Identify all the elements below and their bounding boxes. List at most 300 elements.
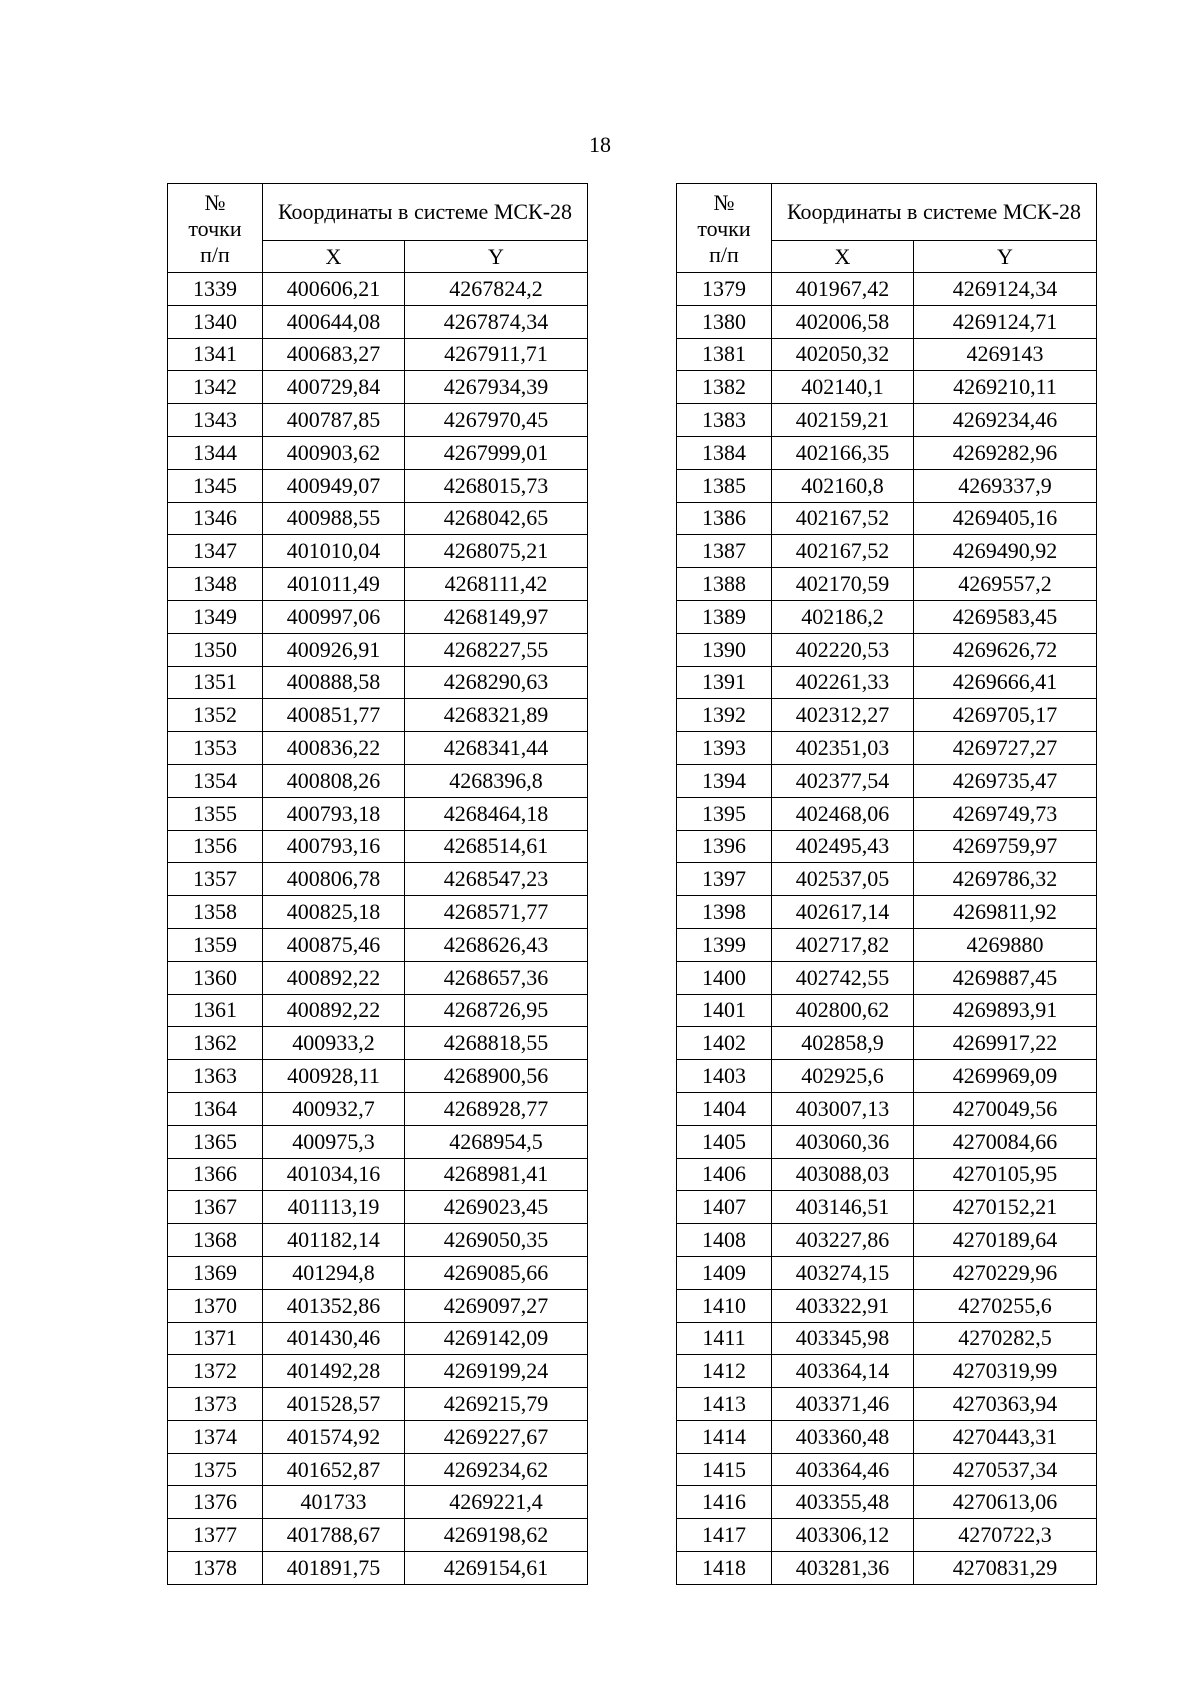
- x-coordinate-cell: 400729,84: [263, 371, 405, 404]
- x-coordinate-cell: 402537,05: [772, 863, 914, 896]
- y-coordinate-cell: 4270255,6: [914, 1289, 1097, 1322]
- table-row: [168, 961, 588, 994]
- point-number-cell: 1346: [168, 502, 263, 535]
- y-coordinate-cell: 4269142,09: [405, 1322, 588, 1355]
- table-row: [677, 1388, 1097, 1421]
- y-coordinate-cell: 4269735,47: [914, 764, 1097, 797]
- point-number-cell: 1379: [677, 273, 772, 306]
- y-coordinate-cell: 4268928,77: [405, 1092, 588, 1125]
- y-coordinate-cell: 4270443,31: [914, 1420, 1097, 1453]
- y-coordinate-cell: 4269215,79: [405, 1388, 588, 1421]
- x-coordinate-cell: 401492,28: [263, 1355, 405, 1388]
- point-number-cell: 1347: [168, 535, 263, 568]
- y-coordinate-cell: 4269557,2: [914, 568, 1097, 601]
- point-number-cell: 1391: [677, 666, 772, 699]
- table-row: [168, 666, 588, 699]
- table-row: [677, 961, 1097, 994]
- x-coordinate-cell: 403007,13: [772, 1092, 914, 1125]
- y-coordinate-cell: 4268626,43: [405, 928, 588, 961]
- table-row: [168, 1289, 588, 1322]
- x-coordinate-cell: 402186,2: [772, 600, 914, 633]
- y-coordinate-cell: 4269705,17: [914, 699, 1097, 732]
- point-number-cell: 1416: [677, 1486, 772, 1519]
- table-row: [677, 633, 1097, 666]
- point-number-cell: 1375: [168, 1453, 263, 1486]
- y-coordinate-cell: 4269337,9: [914, 469, 1097, 502]
- point-number-cell: 1373: [168, 1388, 263, 1421]
- x-coordinate-cell: 403371,46: [772, 1388, 914, 1421]
- point-number-cell: 1365: [168, 1125, 263, 1158]
- x-coordinate-cell: 401967,42: [772, 273, 914, 306]
- y-coordinate-cell: 4267970,45: [405, 404, 588, 437]
- point-number-cell: 1380: [677, 305, 772, 338]
- point-number-cell: 1371: [168, 1322, 263, 1355]
- table-row: [677, 1256, 1097, 1289]
- point-number-cell: 1386: [677, 502, 772, 535]
- point-number-cell: 1385: [677, 469, 772, 502]
- table-row: [168, 994, 588, 1027]
- table-row: [677, 371, 1097, 404]
- table-row: [168, 469, 588, 502]
- x-coordinate-cell: 402140,1: [772, 371, 914, 404]
- table-row: [168, 371, 588, 404]
- x-coordinate-cell: 400787,85: [263, 404, 405, 437]
- y-coordinate-cell: 4269050,35: [405, 1224, 588, 1257]
- x-coordinate-cell: 400851,77: [263, 699, 405, 732]
- x-coordinate-cell: 402351,03: [772, 732, 914, 765]
- table-row: [677, 1191, 1097, 1224]
- table-body: [677, 273, 1097, 1585]
- table-row: [677, 1027, 1097, 1060]
- y-coordinate-cell: 4268341,44: [405, 732, 588, 765]
- x-coordinate-cell: 401294,8: [263, 1256, 405, 1289]
- table-row: [168, 830, 588, 863]
- x-column-header: X: [263, 241, 405, 273]
- point-number-cell: 1340: [168, 305, 263, 338]
- x-coordinate-cell: 401891,75: [263, 1552, 405, 1585]
- y-coordinate-cell: 4270049,56: [914, 1092, 1097, 1125]
- table-row: [168, 1027, 588, 1060]
- x-coordinate-cell: 402006,58: [772, 305, 914, 338]
- y-coordinate-cell: 4269969,09: [914, 1060, 1097, 1093]
- x-coordinate-cell: 400949,07: [263, 469, 405, 502]
- point-number-cell: 1413: [677, 1388, 772, 1421]
- point-number-cell: 1374: [168, 1420, 263, 1453]
- x-coordinate-cell: 401034,16: [263, 1158, 405, 1191]
- y-coordinate-cell: 4268149,97: [405, 600, 588, 633]
- point-number-cell: 1341: [168, 338, 263, 371]
- x-coordinate-cell: 402167,52: [772, 535, 914, 568]
- y-coordinate-cell: 4269893,91: [914, 994, 1097, 1027]
- point-number-cell: 1377: [168, 1519, 263, 1552]
- y-coordinate-cell: 4268657,36: [405, 961, 588, 994]
- point-number-cell: 1348: [168, 568, 263, 601]
- x-coordinate-cell: 403088,03: [772, 1158, 914, 1191]
- x-coordinate-cell: 401652,87: [263, 1453, 405, 1486]
- x-coordinate-cell: 402159,21: [772, 404, 914, 437]
- table-row: [168, 1355, 588, 1388]
- table-row: [168, 1256, 588, 1289]
- point-number-cell: 1349: [168, 600, 263, 633]
- table-row: [677, 732, 1097, 765]
- x-coordinate-cell: 401430,46: [263, 1322, 405, 1355]
- table-row: [677, 273, 1097, 306]
- x-coordinate-cell: 400892,22: [263, 961, 405, 994]
- point-number-cell: 1407: [677, 1191, 772, 1224]
- y-coordinate-cell: 4270084,66: [914, 1125, 1097, 1158]
- table-row: [677, 797, 1097, 830]
- table-row: [168, 436, 588, 469]
- table-row: [168, 404, 588, 437]
- point-number-cell: 1356: [168, 830, 263, 863]
- y-coordinate-cell: 4267824,2: [405, 273, 588, 306]
- x-column-header: X: [772, 241, 914, 273]
- table-row: [168, 863, 588, 896]
- y-column-header: Y: [405, 241, 588, 273]
- table-row: [677, 830, 1097, 863]
- table-row: [677, 1092, 1097, 1125]
- point-number-cell: 1389: [677, 600, 772, 633]
- point-number-cell: 1384: [677, 436, 772, 469]
- x-coordinate-cell: 402160,8: [772, 469, 914, 502]
- y-coordinate-cell: 4269210,11: [914, 371, 1097, 404]
- x-coordinate-cell: 400926,91: [263, 633, 405, 666]
- y-coordinate-cell: 4269749,73: [914, 797, 1097, 830]
- x-coordinate-cell: 402220,53: [772, 633, 914, 666]
- y-coordinate-cell: 4269759,97: [914, 830, 1097, 863]
- y-coordinate-cell: 4268321,89: [405, 699, 588, 732]
- table-row: [677, 1453, 1097, 1486]
- table-row: [677, 535, 1097, 568]
- x-coordinate-cell: 400793,16: [263, 830, 405, 863]
- x-coordinate-cell: 401788,67: [263, 1519, 405, 1552]
- table-row: [168, 1388, 588, 1421]
- x-coordinate-cell: 402377,54: [772, 764, 914, 797]
- y-coordinate-cell: 4269023,45: [405, 1191, 588, 1224]
- point-number-cell: 1387: [677, 535, 772, 568]
- x-coordinate-cell: 401528,57: [263, 1388, 405, 1421]
- table-row: [677, 469, 1097, 502]
- x-coordinate-cell: 400825,18: [263, 896, 405, 929]
- y-coordinate-cell: 4267874,34: [405, 305, 588, 338]
- table-row: [677, 863, 1097, 896]
- x-coordinate-cell: 402170,59: [772, 568, 914, 601]
- y-coordinate-cell: 4269811,92: [914, 896, 1097, 929]
- table-row: [677, 928, 1097, 961]
- point-number-cell: 1402: [677, 1027, 772, 1060]
- y-coordinate-cell: 4269199,24: [405, 1355, 588, 1388]
- y-coordinate-cell: 4270831,29: [914, 1552, 1097, 1585]
- x-coordinate-cell: 401574,92: [263, 1420, 405, 1453]
- point-number-cell: 1370: [168, 1289, 263, 1322]
- y-coordinate-cell: 4269124,34: [914, 273, 1097, 306]
- table-row: [677, 1322, 1097, 1355]
- table-row: [677, 305, 1097, 338]
- y-coordinate-cell: 4269583,45: [914, 600, 1097, 633]
- point-number-cell: 1358: [168, 896, 263, 929]
- point-number-cell: 1396: [677, 830, 772, 863]
- x-coordinate-cell: 402050,32: [772, 338, 914, 371]
- table-row: [168, 568, 588, 601]
- x-coordinate-cell: 403281,36: [772, 1552, 914, 1585]
- table-row: [677, 1060, 1097, 1093]
- table-row: [168, 1420, 588, 1453]
- point-number-cell: 1352: [168, 699, 263, 732]
- x-coordinate-cell: 403360,48: [772, 1420, 914, 1453]
- point-number-cell: 1417: [677, 1519, 772, 1552]
- y-coordinate-cell: 4270105,95: [914, 1158, 1097, 1191]
- table-row: [168, 764, 588, 797]
- point-number-cell: 1392: [677, 699, 772, 732]
- y-coordinate-cell: 4270152,21: [914, 1191, 1097, 1224]
- x-coordinate-cell: 400988,55: [263, 502, 405, 535]
- y-coordinate-cell: 4270613,06: [914, 1486, 1097, 1519]
- point-number-cell: 1415: [677, 1453, 772, 1486]
- table-row: [168, 1552, 588, 1585]
- y-coordinate-cell: 4269880: [914, 928, 1097, 961]
- y-coordinate-cell: 4269227,67: [405, 1420, 588, 1453]
- point-number-cell: 1359: [168, 928, 263, 961]
- coordinates-system-header: Координаты в системе МСК-28: [263, 184, 588, 241]
- x-coordinate-cell: 400606,21: [263, 273, 405, 306]
- y-coordinate-cell: 4269085,66: [405, 1256, 588, 1289]
- y-coordinate-cell: 4269234,62: [405, 1453, 588, 1486]
- point-number-cell: 1366: [168, 1158, 263, 1191]
- y-coordinate-cell: 4268981,41: [405, 1158, 588, 1191]
- x-coordinate-cell: 403060,36: [772, 1125, 914, 1158]
- y-coordinate-cell: 4269143: [914, 338, 1097, 371]
- table-row: [677, 1420, 1097, 1453]
- x-coordinate-cell: 400933,2: [263, 1027, 405, 1060]
- point-number-cell: 1345: [168, 469, 263, 502]
- point-number-cell: 1344: [168, 436, 263, 469]
- y-coordinate-cell: 4268514,61: [405, 830, 588, 863]
- point-number-cell: 1355: [168, 797, 263, 830]
- point-number-cell: 1381: [677, 338, 772, 371]
- table-row: [677, 896, 1097, 929]
- table-row: [677, 1125, 1097, 1158]
- point-number-cell: 1383: [677, 404, 772, 437]
- table-row: [168, 896, 588, 929]
- y-coordinate-cell: 4269490,92: [914, 535, 1097, 568]
- point-number-cell: 1378: [168, 1552, 263, 1585]
- x-coordinate-cell: 400928,11: [263, 1060, 405, 1093]
- x-coordinate-cell: 403322,91: [772, 1289, 914, 1322]
- x-coordinate-cell: 400808,26: [263, 764, 405, 797]
- point-number-cell: 1393: [677, 732, 772, 765]
- y-coordinate-cell: 4268464,18: [405, 797, 588, 830]
- table-row: [168, 1486, 588, 1519]
- point-number-cell: 1410: [677, 1289, 772, 1322]
- x-coordinate-cell: 401011,49: [263, 568, 405, 601]
- point-number-cell: 1364: [168, 1092, 263, 1125]
- point-number-cell: 1397: [677, 863, 772, 896]
- point-number-cell: 1376: [168, 1486, 263, 1519]
- point-number-cell: 1406: [677, 1158, 772, 1191]
- y-coordinate-cell: 4268818,55: [405, 1027, 588, 1060]
- table-row: [677, 600, 1097, 633]
- y-coordinate-cell: 4269234,46: [914, 404, 1097, 437]
- x-coordinate-cell: 400892,22: [263, 994, 405, 1027]
- point-number-cell: 1403: [677, 1060, 772, 1093]
- y-column-header: Y: [914, 241, 1097, 273]
- table-row: [168, 1092, 588, 1125]
- y-coordinate-cell: 4269154,61: [405, 1552, 588, 1585]
- point-number-cell: 1350: [168, 633, 263, 666]
- y-coordinate-cell: 4268547,23: [405, 863, 588, 896]
- table-row: [677, 502, 1097, 535]
- x-coordinate-cell: 403227,86: [772, 1224, 914, 1257]
- table-row: [168, 797, 588, 830]
- table-row: [168, 1191, 588, 1224]
- x-coordinate-cell: 400997,06: [263, 600, 405, 633]
- point-number-cell: 1361: [168, 994, 263, 1027]
- x-coordinate-cell: 401182,14: [263, 1224, 405, 1257]
- y-coordinate-cell: 4268015,73: [405, 469, 588, 502]
- point-number-cell: 1343: [168, 404, 263, 437]
- y-coordinate-cell: 4269666,41: [914, 666, 1097, 699]
- table-row: [677, 1486, 1097, 1519]
- y-coordinate-cell: 4268290,63: [405, 666, 588, 699]
- point-number-cell: 1339: [168, 273, 263, 306]
- y-coordinate-cell: 4270537,34: [914, 1453, 1097, 1486]
- y-coordinate-cell: 4269786,32: [914, 863, 1097, 896]
- y-coordinate-cell: 4267934,39: [405, 371, 588, 404]
- point-number-cell: 1357: [168, 863, 263, 896]
- point-number-cell: 1360: [168, 961, 263, 994]
- point-number-cell: 1395: [677, 797, 772, 830]
- point-number-cell: 1400: [677, 961, 772, 994]
- table-row: [168, 1519, 588, 1552]
- table-row: [168, 699, 588, 732]
- table-row: [168, 535, 588, 568]
- x-coordinate-cell: 400806,78: [263, 863, 405, 896]
- x-coordinate-cell: 400903,62: [263, 436, 405, 469]
- x-coordinate-cell: 403364,14: [772, 1355, 914, 1388]
- y-coordinate-cell: 4270319,99: [914, 1355, 1097, 1388]
- table-row: [677, 1552, 1097, 1585]
- x-coordinate-cell: 400644,08: [263, 305, 405, 338]
- table-row: [677, 1158, 1097, 1191]
- y-coordinate-cell: 4268042,65: [405, 502, 588, 535]
- table-row: [168, 1060, 588, 1093]
- point-number-cell: 1401: [677, 994, 772, 1027]
- table-row: [677, 764, 1097, 797]
- x-coordinate-cell: 400975,3: [263, 1125, 405, 1158]
- x-coordinate-cell: 401352,86: [263, 1289, 405, 1322]
- table-row: [168, 633, 588, 666]
- x-coordinate-cell: 401733: [263, 1486, 405, 1519]
- y-coordinate-cell: 4270722,3: [914, 1519, 1097, 1552]
- y-coordinate-cell: 4269221,4: [405, 1486, 588, 1519]
- point-number-cell: 1414: [677, 1420, 772, 1453]
- x-coordinate-cell: 402166,35: [772, 436, 914, 469]
- point-number-cell: 1353: [168, 732, 263, 765]
- table-row: [168, 1125, 588, 1158]
- point-number-cell: 1394: [677, 764, 772, 797]
- table-row: [677, 699, 1097, 732]
- table-row: [168, 273, 588, 306]
- y-coordinate-cell: 4269405,16: [914, 502, 1097, 535]
- table-row: [677, 1519, 1097, 1552]
- table-row: [677, 1224, 1097, 1257]
- table-row: [168, 732, 588, 765]
- x-coordinate-cell: 403364,46: [772, 1453, 914, 1486]
- table-row: [677, 436, 1097, 469]
- y-coordinate-cell: 4269917,22: [914, 1027, 1097, 1060]
- x-coordinate-cell: 402167,52: [772, 502, 914, 535]
- point-number-cell: 1362: [168, 1027, 263, 1060]
- point-number-cell: 1369: [168, 1256, 263, 1289]
- point-number-cell: 1405: [677, 1125, 772, 1158]
- coordinates-system-header: Координаты в системе МСК-28: [772, 184, 1097, 241]
- x-coordinate-cell: 400836,22: [263, 732, 405, 765]
- point-number-cell: 1398: [677, 896, 772, 929]
- table-row: [168, 928, 588, 961]
- y-coordinate-cell: 4268900,56: [405, 1060, 588, 1093]
- point-number-cell: 1399: [677, 928, 772, 961]
- table-row: [677, 568, 1097, 601]
- table-row: [168, 1158, 588, 1191]
- point-number-cell: 1368: [168, 1224, 263, 1257]
- y-coordinate-cell: 4269124,71: [914, 305, 1097, 338]
- x-coordinate-cell: 402312,27: [772, 699, 914, 732]
- point-number-cell: 1372: [168, 1355, 263, 1388]
- table-row: [677, 666, 1097, 699]
- x-coordinate-cell: 402800,62: [772, 994, 914, 1027]
- x-coordinate-cell: 402717,82: [772, 928, 914, 961]
- x-coordinate-cell: 402858,9: [772, 1027, 914, 1060]
- point-number-cell: 1411: [677, 1322, 772, 1355]
- table-row: [677, 994, 1097, 1027]
- point-number-cell: 1351: [168, 666, 263, 699]
- y-coordinate-cell: 4268396,8: [405, 764, 588, 797]
- y-coordinate-cell: 4267911,71: [405, 338, 588, 371]
- x-coordinate-cell: 400793,18: [263, 797, 405, 830]
- table-row: [168, 502, 588, 535]
- x-coordinate-cell: 401113,19: [263, 1191, 405, 1224]
- y-coordinate-cell: 4270229,96: [914, 1256, 1097, 1289]
- x-coordinate-cell: 402468,06: [772, 797, 914, 830]
- x-coordinate-cell: 403274,15: [772, 1256, 914, 1289]
- table-row: [168, 338, 588, 371]
- point-number-cell: 1409: [677, 1256, 772, 1289]
- point-number-cell: 1382: [677, 371, 772, 404]
- x-coordinate-cell: 400875,46: [263, 928, 405, 961]
- y-coordinate-cell: 4270363,94: [914, 1388, 1097, 1421]
- coordinates-table-left: [167, 183, 588, 1585]
- point-number-header: № точки п/п: [677, 184, 772, 273]
- point-number-cell: 1418: [677, 1552, 772, 1585]
- coordinates-table-right: [676, 183, 1097, 1585]
- y-coordinate-cell: 4269626,72: [914, 633, 1097, 666]
- y-coordinate-cell: 4268571,77: [405, 896, 588, 929]
- point-number-cell: 1388: [677, 568, 772, 601]
- x-coordinate-cell: 403146,51: [772, 1191, 914, 1224]
- y-coordinate-cell: 4269198,62: [405, 1519, 588, 1552]
- x-coordinate-cell: 403355,48: [772, 1486, 914, 1519]
- y-coordinate-cell: 4268227,55: [405, 633, 588, 666]
- point-number-cell: 1412: [677, 1355, 772, 1388]
- table-row: [677, 404, 1097, 437]
- x-coordinate-cell: 400888,58: [263, 666, 405, 699]
- point-number-cell: 1342: [168, 371, 263, 404]
- x-coordinate-cell: 400683,27: [263, 338, 405, 371]
- y-coordinate-cell: 4270282,5: [914, 1322, 1097, 1355]
- y-coordinate-cell: 4268726,95: [405, 994, 588, 1027]
- point-number-cell: 1367: [168, 1191, 263, 1224]
- table-row: [677, 338, 1097, 371]
